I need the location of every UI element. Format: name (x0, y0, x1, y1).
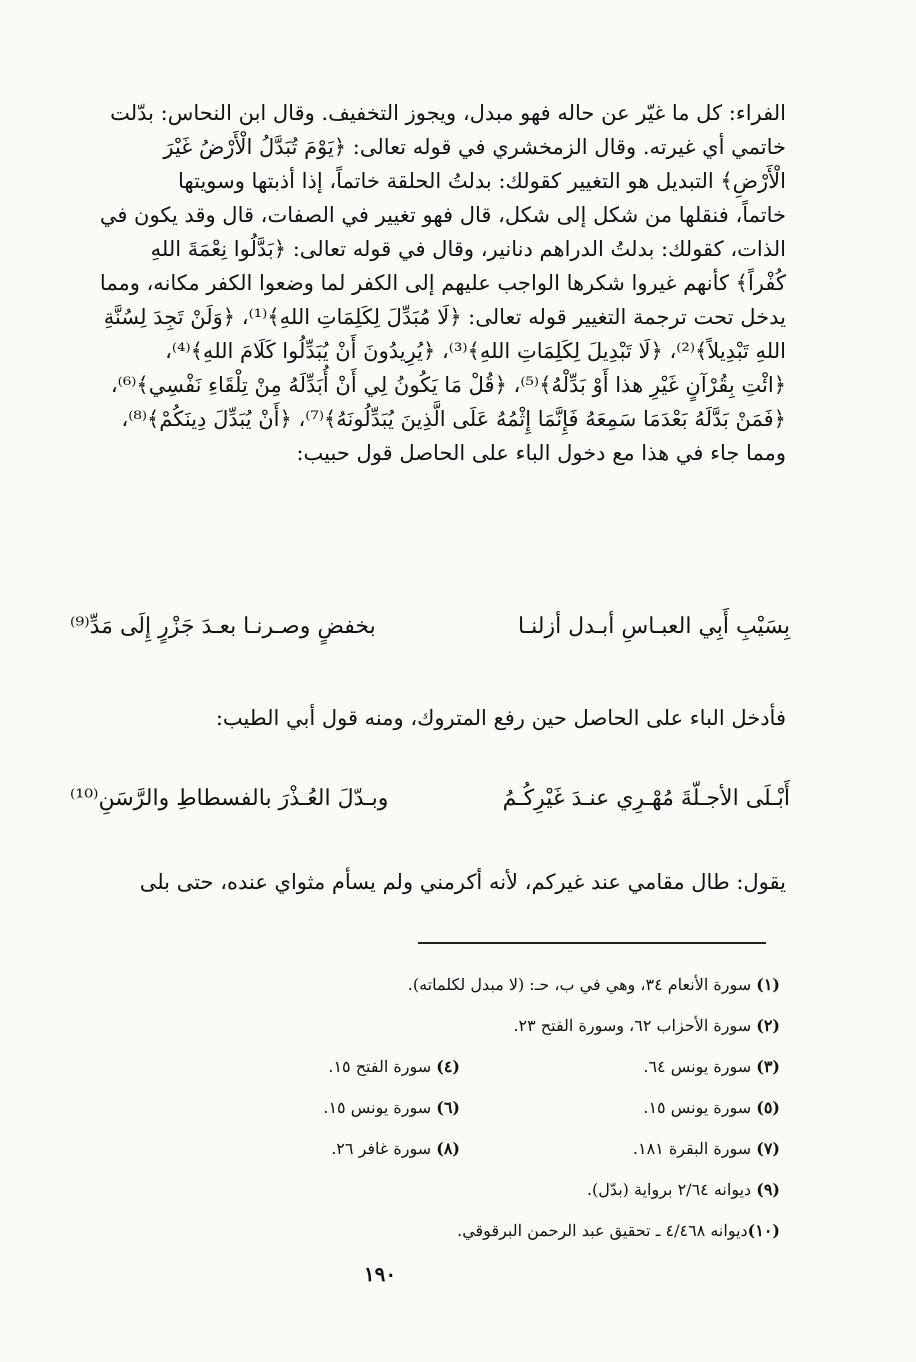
footnote-8 (140, 1128, 460, 1169)
footnote-text: سورة يونس ١٥. (643, 1098, 757, 1117)
body-line-10: ﴿فَمَنْ بَدَّلَهُ بَعْدَمَا سَمِعَهُ فَإِنَّمَا إِثْمُهُ عَلَى الَّذِينَ يُبَدِّلُونَهُ﴾⁽⁷⁾، ﴿أَنْ يُبَدِّلَ دِينَكُمْ﴾⁽⁸⁾، (121, 407, 786, 431)
body-line-8: اللهِ تَبْدِيلاً﴾⁽²⁾، ﴿لَا تَبْدِيلَ لِكَلِمَاتِ اللهِ﴾⁽³⁾، ﴿يُرِيدُونَ أَنْ يُبَدِّلُوا كَلَامَ اللهِ﴾⁽⁴⁾، (165, 339, 786, 363)
footnote-text: ديوانه ٤/٤٦٨ ـ تحقيق عبد الرحمن البرقوقي. (457, 1221, 748, 1240)
footnote-text: سورة الأنعام ٣٤، وهي في ب، حـ: (لا مبدل لكلماته). (407, 975, 757, 994)
footnote-4 (140, 1046, 460, 1087)
footnote-1 (140, 964, 780, 1005)
body-line-11: ومما جاء في هذا مع دخول الباء على الحاصل قول حبيب: (296, 441, 786, 465)
footnote-number: (٨) (436, 1139, 460, 1158)
page-number: ١٩٠ (363, 1262, 397, 1286)
paragraph-explanation: يقول: طال مقامي عند غيركم، لأنه أكرمني ولم يسأم مثواي عنده، حتى بلى (139, 870, 786, 894)
footnote-9 (140, 1169, 780, 1210)
footnote-number: (٣) (756, 1057, 780, 1076)
body-line-9: ﴿ائْتِ بِقُرْآنٍ غَيْرِ هذا أَوْ بَدِّلْهُ﴾⁽⁵⁾، ﴿قُلْ مَا يَكُونُ لِي أَنْ أُبَدِّلَهُ مِنْ تِلْقَاءِ نَفْسِي﴾⁽⁶⁾، (110, 373, 786, 397)
footnote-5 (460, 1087, 780, 1128)
body-line-1: الفراء: كل ما غيّر عن حاله فهو مبدل، ويجوز التخفيف. وقال ابن النحاس: بدّلت (110, 101, 786, 125)
verse-abu-al-tayyib (70, 786, 790, 811)
footnote-2 (140, 1005, 780, 1046)
footnote-text: سورة غافر ٢٦. (331, 1139, 437, 1158)
verse-1-second-hemistich: بخفضٍ وصـرنـا بعـدَ جَزْرٍ إِلَى مَدِّ⁽⁹⁾ (70, 614, 376, 639)
footnote-text: سورة البقرة ١٨١. (632, 1139, 757, 1158)
body-line-7: يدخل تحت ترجمة التغيير قوله تعالى: ﴿لَا مُبَدِّلَ لِكَلِمَاتِ اللهِ﴾⁽¹⁾، ﴿وَلَنْ تَجِدَ لِسُنَّةِ (103, 305, 786, 329)
footnote-number: (٤) (436, 1057, 460, 1076)
body-line-5: الذات، كقولك: بدلتُ الدراهم دنانير، وقال في قوله تعالى: ﴿بَدَّلُوا نِعْمَةَ اللهِ (150, 237, 786, 261)
main-paragraph (78, 96, 786, 470)
footnote-3 (460, 1046, 780, 1087)
footnote-text: سورة الأحزاب ٦٢، وسورة الفتح ٢٣. (513, 1016, 757, 1035)
verse-habib (70, 614, 790, 639)
footnote-10 (140, 1210, 780, 1251)
footnotes (140, 964, 780, 1251)
footnote-row (140, 1128, 780, 1169)
verse-1-first-hemistich: بِسَيْبِ أَبِي العبـاسِ أبـدل أزلنـا (517, 614, 790, 639)
footnote-number: (٥) (756, 1098, 780, 1117)
body-line-2: خاتمي أي غيرته. وقال الزمخشري في قوله تعالى: ﴿يَوْمَ تُبَدَّلُ الْأَرْضُ غَيْرَ (163, 135, 786, 159)
body-line-6: كُفْراً﴾ كأنهم غيروا شكرها الواجب عليهم إلى الكفر لما وضعوا الكفر مكانه، ومما (99, 271, 786, 295)
body-line-3: الْأَرْضِ﴾ التبديل هو التغيير كقولك: بدلتُ الحلقة خاتماً، إذا أذبتها وسويتها (178, 169, 786, 193)
verse-2-first-hemistich: أَبْـلَى الأجـلّةَ مُهْـرِي عنـدَ غَيْرِكُـمُ (502, 786, 790, 811)
footnote-row (140, 1046, 780, 1087)
footnote-number: (٦) (436, 1098, 460, 1117)
footnote-text: سورة يونس ١٥. (323, 1098, 437, 1117)
footnote-text: سورة الفتح ١٥. (328, 1057, 437, 1076)
footnote-text: ديوانه ٢/٦٤ برواية (بدّل). (586, 1180, 757, 1199)
footnote-number: (٧) (756, 1139, 780, 1158)
footnote-text: سورة يونس ٦٤. (643, 1057, 757, 1076)
footnote-number: (١) (756, 975, 780, 994)
footnote-7 (460, 1128, 780, 1169)
footnote-divider (418, 942, 766, 944)
footnote-number: (٩) (756, 1180, 780, 1199)
footnote-number: (١٠) (747, 1221, 780, 1240)
verse-2-second-hemistich: وبـدّلَ العُـذْرَ بالفسطاطِ والرَّسَنِ⁽¹⁰⁾ (70, 786, 389, 811)
footnote-6 (140, 1087, 460, 1128)
body-line-4: خاتماً، فنقلها من شكل إلى شكل، قال فهو تغيير في الصفات، قال وقد يكون في (99, 203, 786, 227)
footnote-row (140, 1087, 780, 1128)
paragraph-abu-al-tayyib-intro: فأدخل الباء على الحاصل حين رفع المتروك، ومنه قول أبي الطيب: (215, 706, 786, 730)
footnote-number: (٢) (756, 1016, 780, 1035)
